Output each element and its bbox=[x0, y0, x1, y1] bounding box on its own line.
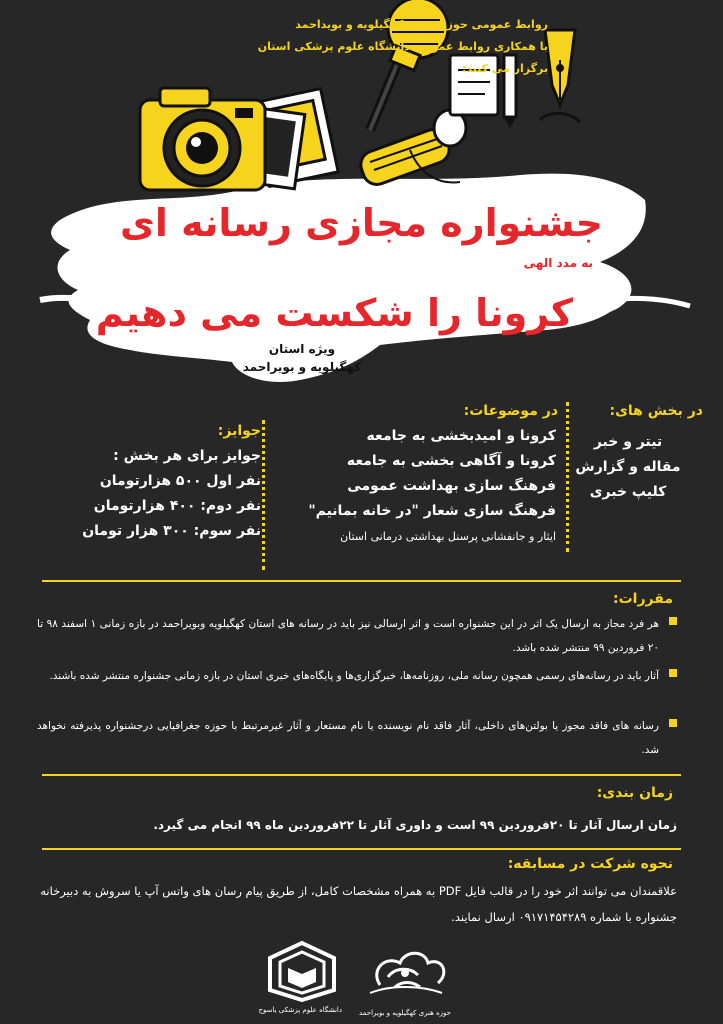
organizer-line: با همکاری روابط عمومی دانشگاه علوم پزشکی استان bbox=[257, 40, 548, 53]
list-item: نفر دوم: ۴۰۰ هزارتومان bbox=[93, 498, 261, 514]
organizers-text bbox=[218, 14, 548, 80]
list-item: جوایز برای هر بخش : bbox=[113, 448, 261, 464]
university-emblem-icon bbox=[262, 940, 342, 1002]
rule-text: آثار باید در رسانه‌های رسمی همچون رسانه ملی، روزنامه‌ها، خبرگزاری‌ها و پایگاه‌های خبری استان در بازه زمانی جشنواره منتشر شده باشند. bbox=[49, 670, 659, 682]
rule-text: رسانه های فاقد مجوز یا بولتن‌های داخلی، آثار فاقد نام نویسنده یا نام مستعار و آثار غیرمرتبط با حوزه جغرافیایی درجشنواره پذیرفته نخواهد شد. bbox=[37, 720, 659, 756]
rule-item bbox=[37, 714, 677, 762]
list-item: نفر اول ۵۰۰ هزارتومان bbox=[99, 473, 261, 489]
bullet-square-icon bbox=[669, 669, 677, 677]
participation-heading: نحوه شرکت در مسابقه: bbox=[507, 856, 673, 872]
column-divider bbox=[262, 420, 265, 570]
art-center-emblem-icon bbox=[350, 945, 460, 1005]
list-item: فرهنگ سازی شعار "در خانه بمانیم" bbox=[308, 503, 556, 519]
list-item: کرونا و آگاهی بخشی به جامعه bbox=[346, 453, 556, 469]
rule-text: هر فرد مجاز به ارسال یک اثر در این جشنواره است و اثر ارسالی نیز باید در رسانه های استان کهگیلویه وبویراحمد در بازه زمانی ۱ اسفند ۹۸ تا ۲۰ فروردین ۹۹ منتشر شده باشد. bbox=[37, 618, 659, 654]
list-item: تیتر و خبر bbox=[593, 434, 663, 450]
university-logo bbox=[258, 940, 342, 1014]
topics-heading: در موضوعات: bbox=[463, 403, 558, 419]
organizer-line: روابط عمومی حوزه هنری کهگیلویه و بویداحمد bbox=[295, 18, 548, 31]
bullet-square-icon bbox=[669, 617, 677, 625]
art-center-logo bbox=[350, 945, 460, 1017]
festival-title: جشنواره مجازی رسانه ای bbox=[120, 201, 603, 245]
schedule-text: زمان ارسال آثار تا ۲۰فروردین ۹۹ است و داوری آثار تا ۲۲فروردین ماه ۹۹ انجام می گیرد. bbox=[153, 818, 677, 832]
list-item: کلیپ خبری bbox=[589, 484, 667, 500]
schedule-heading: زمان بندی: bbox=[596, 785, 673, 801]
camera-icon bbox=[140, 88, 265, 190]
festival-slogan: کرونا را شکست می دهیم bbox=[95, 291, 573, 335]
sections-heading: در بخش های: bbox=[609, 403, 703, 419]
organizer-line: برگزار می کنند: bbox=[461, 62, 548, 75]
divider-line bbox=[42, 848, 681, 850]
column-divider bbox=[566, 402, 569, 552]
topics-column bbox=[268, 400, 558, 549]
participation-text: علاقمندان می توانند اثر خود را در قالب فایل PDF به همراه مشخصات کامل، از طریق پیام رسان های واتس آپ یا سروش به دبیرخانه جشنواره با شماره ۰۹۱۷۱۴۵۴۲۸۹ ارسال نمایند. bbox=[40, 884, 677, 924]
rules-heading: مقررات: bbox=[613, 591, 673, 607]
list-item: فرهنگ سازی بهداشت عمومی bbox=[347, 478, 556, 494]
special-line: ویژه استان bbox=[268, 342, 336, 356]
list-item: مقاله و گزارش bbox=[575, 459, 681, 475]
title-prefix: به مدد الهی bbox=[523, 256, 593, 270]
prizes-list bbox=[36, 444, 261, 544]
topics-list bbox=[268, 424, 558, 549]
special-line: کهگیلویه و بویراحمد bbox=[242, 360, 362, 374]
university-caption: دانشگاه علوم پزشکی یاسوج bbox=[258, 1006, 342, 1014]
list-item: ایثار و جانفشانی پرسنل بهداشتی درمانی استان bbox=[340, 530, 556, 543]
list-item: نفر سوم: ۳۰۰ هزار تومان bbox=[82, 523, 261, 539]
prizes-column bbox=[36, 420, 261, 544]
sections-column bbox=[553, 400, 703, 505]
rule-item bbox=[37, 612, 677, 660]
rule-item bbox=[37, 664, 677, 688]
prizes-heading: جوایز: bbox=[217, 423, 261, 439]
list-item: کرونا و امیدبخشی به جامعه bbox=[366, 428, 556, 444]
sections-list bbox=[553, 430, 703, 505]
divider-line bbox=[42, 580, 681, 582]
bullet-square-icon bbox=[669, 719, 677, 727]
art-center-caption: حوزه هنری کهگیلویه و بویراحمد bbox=[359, 1009, 451, 1017]
divider-line bbox=[42, 774, 681, 776]
special-province-label bbox=[222, 340, 382, 376]
